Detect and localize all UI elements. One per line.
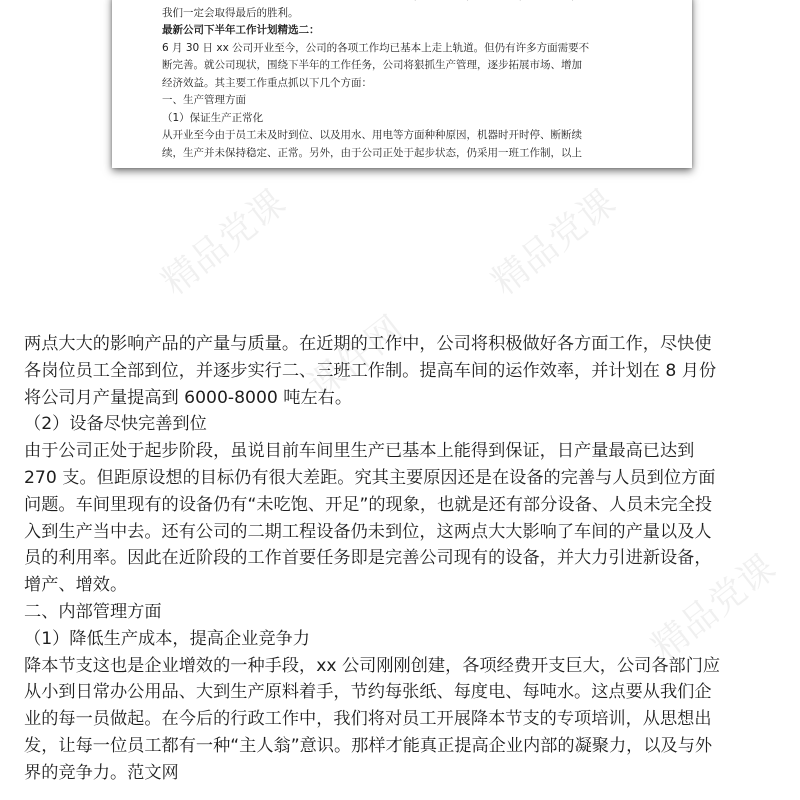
watermark: 精品党课 (484, 182, 624, 304)
body-line: 增产、增效。 (24, 575, 128, 596)
preview-line: 一、生产管理方面 (162, 94, 246, 106)
preview-line: 经济效益。其主要工作重点抓以下几个方面： (162, 76, 372, 89)
document-preview-card (112, 0, 692, 168)
preview-section-heading: 最新公司下半年工作计划精选二： (162, 24, 320, 36)
body-line: 将公司月产量提高到 6000-8000 吨左右。 (24, 387, 353, 408)
watermark: 精品党课 (644, 547, 784, 669)
body-line: 各岗位员工全部到位，并逐步实行二、三班工作制。提高车间的运作效率，并计划在 8 月份 (24, 360, 717, 381)
body-line: 由于公司正处于起步阶段，虽说目前车间里生产已基本上能得到保证，日产量最高已达到 (24, 441, 695, 462)
document-body (24, 331, 780, 787)
body-line: 两点大大的影响产品的产量与质量。在近期的工作中，公司将积极做好各方面工作，尽快使 (24, 334, 712, 354)
preview-line: 续，生产并未保持稳定、正常。另外，由于公司正处于起步状态，仍采用一班工作制，以上 (162, 146, 582, 159)
preview-line: 从开业至今由于员工未及时到位、以及用水、用电等方面种种原因，机器时开时停、断断续 (162, 129, 582, 141)
body-line: 从小到日常办公用品、大到生产原料着手，节约每张纸、每度电、每吨水。这点要从我们企 (24, 682, 712, 703)
subsection-heading: （2）设备尽快完善到位 (24, 414, 207, 435)
body-line: 员的利用率。因此在近阶段的工作首要任务即是完善公司现有的设备，并大力引进新设备， (24, 548, 712, 569)
body-line: 270 支。但距原设想的目标仍有很大差距。究其主要原因还是在设备的完善与人员到位方面 (24, 467, 716, 488)
watermark: 精品党课 (154, 182, 294, 304)
body-line: 降本节支这也是企业增效的一种手段，xx 公司刚刚创建，各项经费开支巨大，公司各部门应 (24, 655, 721, 676)
body-line: 问题。车间里现有的设备仍有“未吃饱、开足”的现象，也就是还有部分设备、人员未完全投 (24, 494, 713, 515)
body-line: 发，让每一位员工都有一种“主人翁”意识。那样才能真正提高企业内部的凝聚力，以及与外 (24, 735, 713, 756)
preview-line: 6 月 30 日 xx 公司开业至今，公司的各项工作均已基本上走上轨道。但仍有许多方面需要不 (162, 41, 590, 54)
preview-text (162, 0, 662, 162)
preview-line: 断完善。就公司现状，围绕下半年的工作任务，公司将狠抓生产管理，逐步拓展市场、增加 (162, 59, 582, 71)
watermark: 课件网 (300, 308, 412, 408)
preview-line: （1）保证生产正常化 (162, 111, 264, 124)
body-line: 业的每一员做起。在今后的行政工作中，我们将对员工开展降本节支的专项培训，从思想出 (24, 709, 712, 730)
section-heading: 二、内部管理方面 (24, 601, 162, 622)
body-line: 界的竞争力。范文网 (24, 762, 179, 783)
subsection-heading: （1）降低生产成本，提高企业竞争力 (24, 628, 310, 649)
preview-line: 我们一定会取得最后的胜利。 (162, 6, 299, 19)
body-line: 入到生产当中去。还有公司的二期工程设备仍未到位，这两点大大影响了车间的产量以及人 (24, 521, 712, 542)
